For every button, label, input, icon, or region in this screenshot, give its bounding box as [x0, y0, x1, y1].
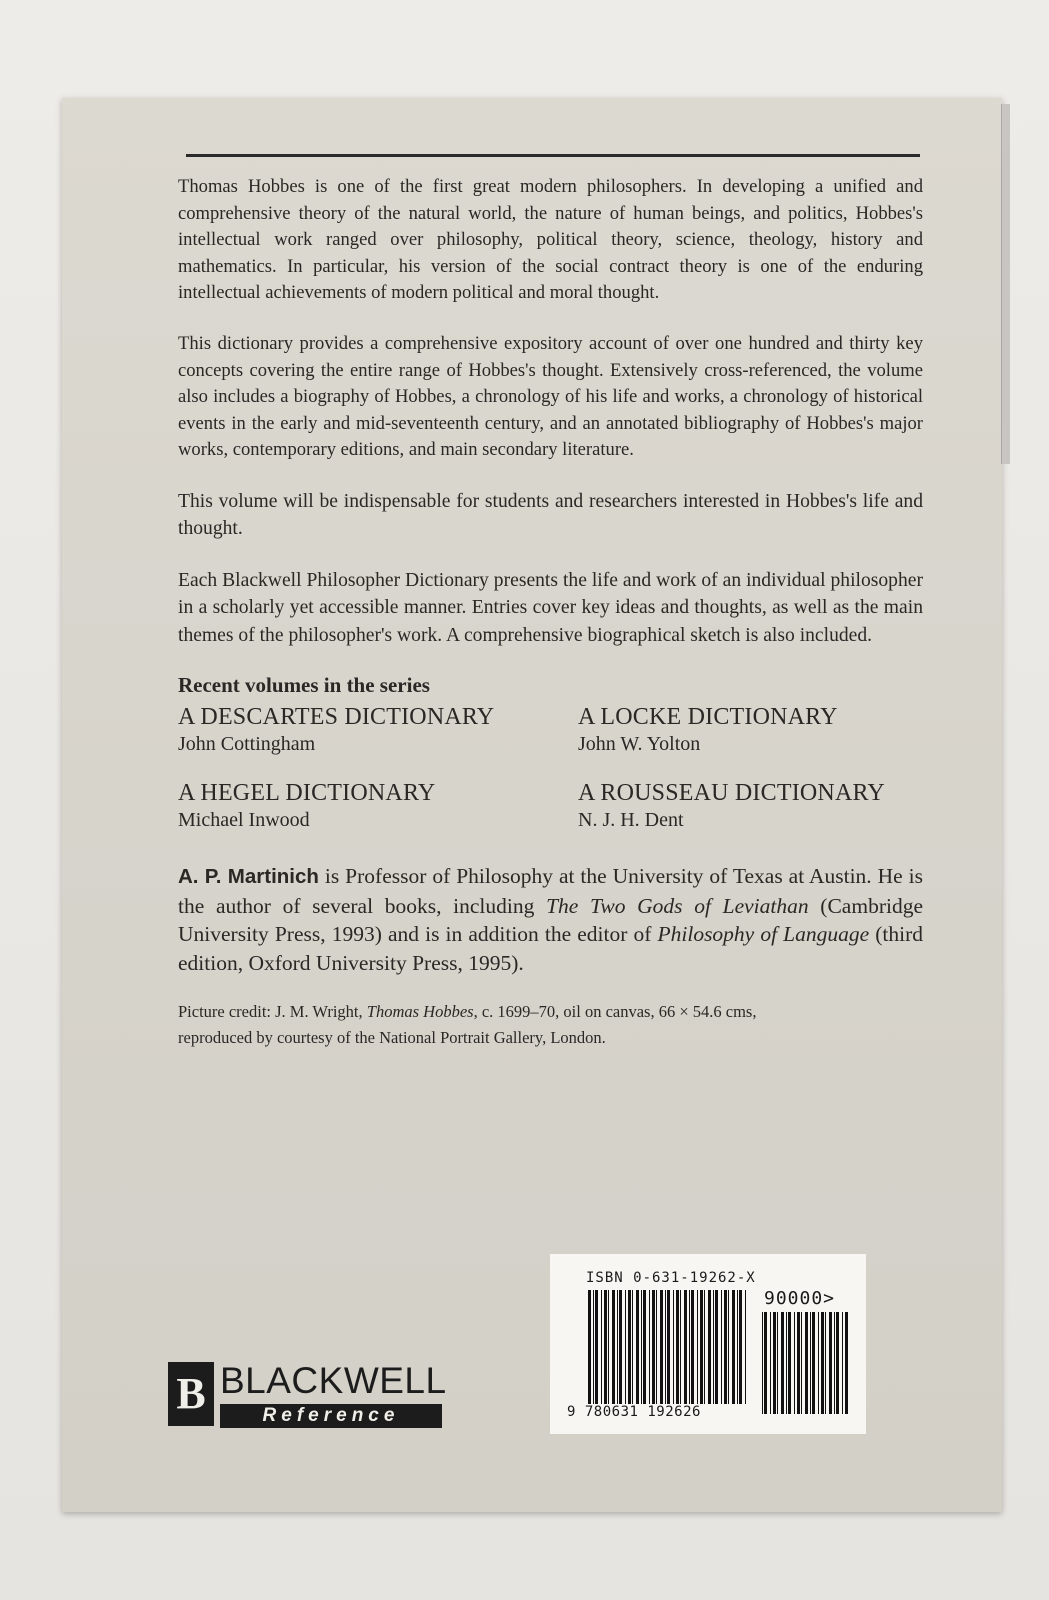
blurb-paragraph-1: Thomas Hobbes is one of the first great modern philosophers. In developing a unified and comprehensive theory of the natural world, the nature of human beings, and politics, Hobbes's intellectual work ranged over philosophy, political theory, science, theology, history and mathematics. In particular, his version of the social contract theory is one of the enduring intellectual achievements of modern political and moral thought. [178, 176, 923, 304]
bio-text-3: (third edition, Oxford University Press, 1995). [178, 922, 923, 975]
bio-text-1: is Professor of Philosophy at the University of Texas at Austin. He is the author of several books, including [178, 864, 923, 918]
bio-text-2: (Cambridge University Press, 1993) and is in addition the editor of [178, 893, 924, 947]
series-volume [178, 704, 578, 756]
book-back-cover [62, 98, 1002, 1512]
volume-title: A DESCARTES DICTIONARY [178, 704, 495, 731]
blurb-paragraph-3: This volume will be indispensable for students and researchers interested in Hobbes's life and thought. [178, 490, 923, 540]
series-volume [578, 704, 923, 756]
series-volume [178, 780, 578, 832]
ean-bars [588, 1290, 746, 1404]
volume-author: Michael Inwood [178, 809, 310, 832]
author-bio [178, 862, 923, 977]
addon-bars [762, 1312, 848, 1414]
author-name: A. P. Martinich [178, 865, 319, 889]
volume-author: N. J. H. Dent [578, 809, 684, 832]
credit-details: , c. 1699–70, oil on canvas, 66 × 54.6 cms, [473, 1002, 757, 1022]
volume-title: A ROUSSEAU DICTIONARY [578, 780, 885, 807]
credit-line-2: reproduced by courtesy of the National Portrait Gallery, London. [178, 1028, 606, 1048]
publisher-name: BLACKWELL [220, 1360, 447, 1401]
barcode-label [550, 1254, 866, 1434]
cover-edge [1001, 104, 1010, 464]
isbn-number: ISBN 0-631-19262-X [586, 1270, 756, 1286]
publisher-mark: B [168, 1362, 214, 1426]
credit-work: Thomas Hobbes [366, 1002, 474, 1022]
blurb-paragraph-2: This dictionary provides a comprehensive expository account of over one hundred and thirty key concepts covering the entire range of Hobbes's thought. Extensively cross-referenced, the volume also includes a biography of Hobbes, a chronology of his life and works, a chronology of historical events in the early and mid-seventeenth century, and an annotated bibliography of Hobbes's major works, contemporary editions, and main secondary literature. [178, 332, 923, 461]
series-heading: Recent volumes in the series [178, 673, 430, 698]
credit-prefix: Picture credit: J. M. Wright, [178, 1002, 367, 1022]
price-code: 90000> [764, 1288, 836, 1309]
book-title-1: The Two Gods of Leviathan [546, 893, 809, 918]
imprint-name: Reference [262, 1405, 400, 1426]
cover-text [178, 174, 923, 1051]
top-rule [186, 154, 920, 157]
blackwell-logo [168, 1362, 458, 1432]
volume-title: A HEGEL DICTIONARY [178, 780, 436, 807]
series-description: Each Blackwell Philosopher Dictionary presents the life and work of an individual philosopher in a scholarly yet accessible manner. Entries cover key ideas and thoughts, as well as the main themes of the philosopher's work. A comprehensive biographical sketch is also included. [178, 569, 923, 646]
book-title-2: Philosophy of Language [657, 922, 870, 947]
series-volume [578, 780, 923, 832]
ean-number: 9 780631 192626 [567, 1404, 701, 1420]
series-list [178, 704, 923, 832]
volume-title: A LOCKE DICTIONARY [578, 704, 838, 731]
picture-credit [178, 999, 923, 1051]
volume-author: John Cottingham [178, 733, 316, 756]
volume-author: John W. Yolton [578, 733, 701, 756]
